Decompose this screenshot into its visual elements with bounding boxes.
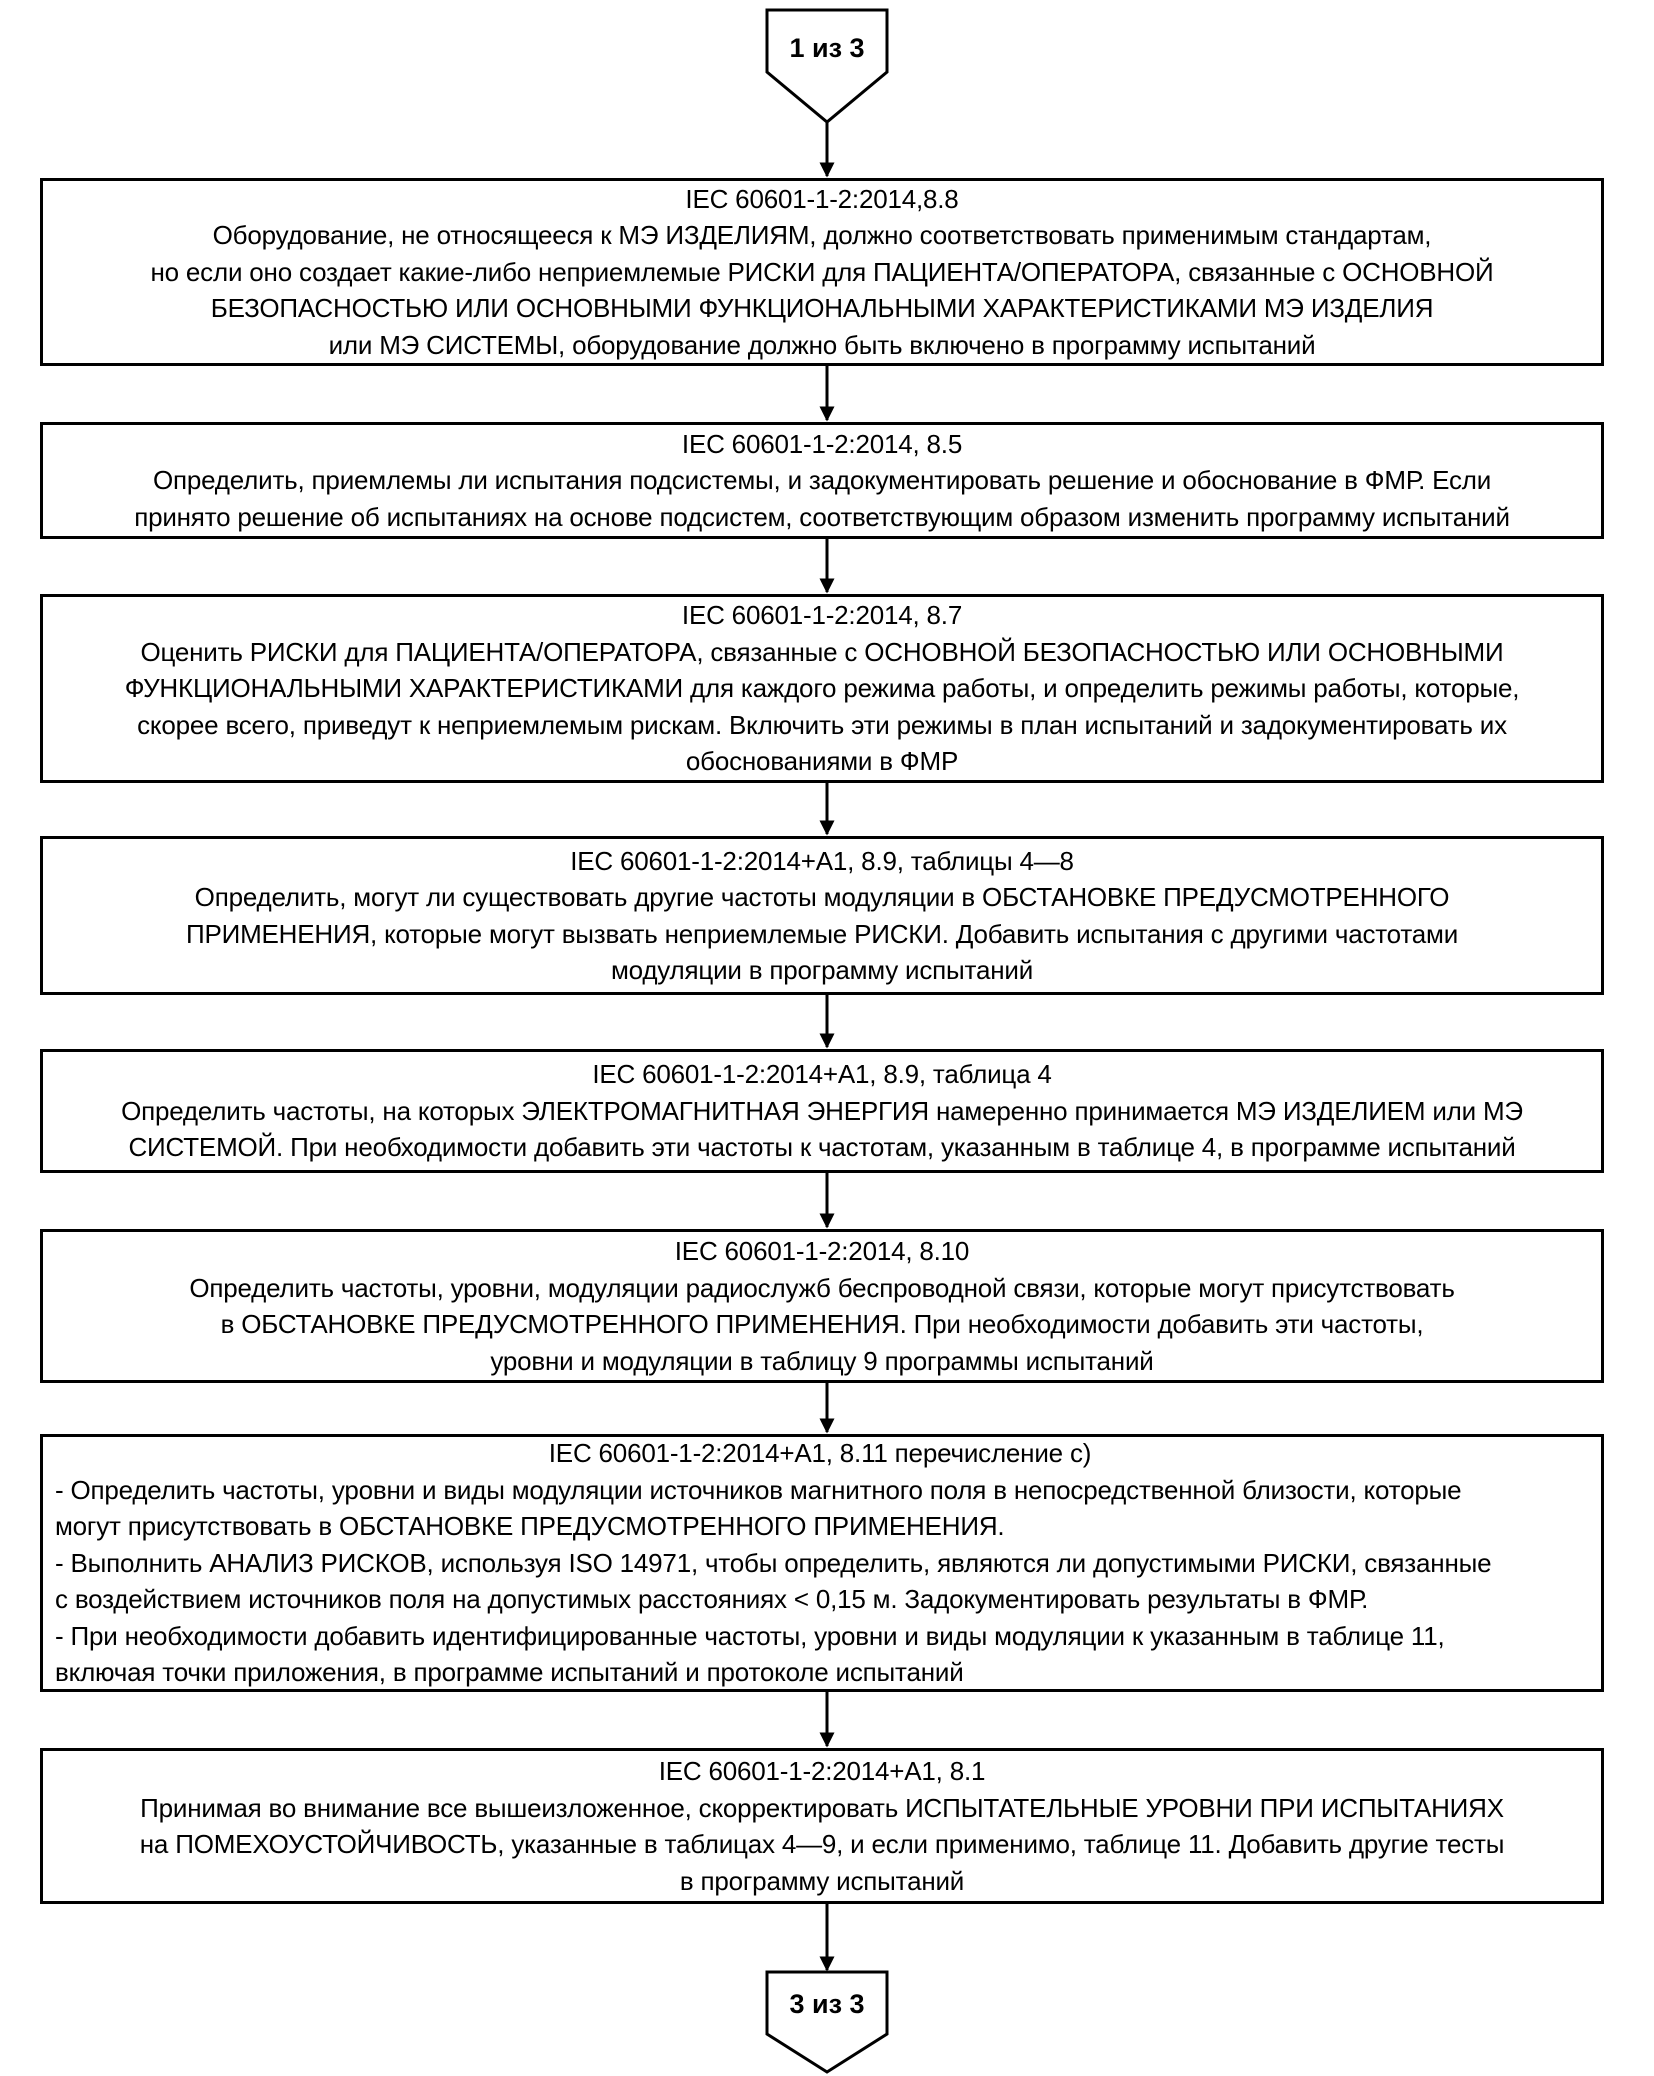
- top-connector-label: 1 из 3: [789, 33, 865, 63]
- step-7-box: [40, 1434, 1604, 1692]
- step-1-reference: IEC 60601-1-2:2014,8.8: [685, 183, 959, 214]
- step-5-line-2: СИСТЕМОЙ. При необходимости добавить эти частоты к частотам, указанным в таблице 4, в программе испытаний: [128, 1132, 1516, 1163]
- step-3-line-1: Оценить РИСКИ для ПАЦИЕНТА/ОПЕРАТОРА, связанные с ОСНОВНОЙ БЕЗОПАСНОСТЬЮ ИЛИ ОСНОВНЫМИ: [140, 636, 1504, 667]
- step-2-line-1: Определить, приемлемы ли испытания подсистемы, и задокументировать решение и обоснование в ФМР. Если: [152, 465, 1492, 496]
- step-6-line-1: Определить частоты, уровни, модуляции радиослужб беспроводной связи, которые могут присутствовать: [189, 1272, 1455, 1303]
- step-1-line-2: но если оно создает какие-либо неприемлемые РИСКИ для ПАЦИЕНТА/ОПЕРАТОРА, связанные с ОСНОВНОЙ: [150, 256, 1494, 287]
- step-3-box: [40, 594, 1604, 783]
- step-8-line-1: Принимая во внимание все вышеизложенное, скорректировать ИСПЫТАТЕЛЬНЫЕ УРОВНИ ПРИ ИСПЫТАНИЯХ: [140, 1792, 1504, 1823]
- step-1-line-3: БЕЗОПАСНОСТЬЮ ИЛИ ОСНОВНЫМИ ФУНКЦИОНАЛЬНЫМИ ХАРАКТЕРИСТИКАМИ МЭ ИЗДЕЛИЯ: [210, 293, 1434, 324]
- step-8-line-2: на ПОМЕХОУСТОЙЧИВОСТЬ, указанные в таблицах 4—9, и если применимо, таблице 11. Добавить другие тесты: [139, 1829, 1505, 1859]
- step-8-line-3: в программу испытаний: [679, 1865, 965, 1896]
- step-7-line-1: - Определить частоты, уровни и виды модуляции источников магнитного поля в непосредственной близости, которые: [55, 1474, 1462, 1505]
- step-1-box: [40, 178, 1604, 366]
- step-7-line-2: могут присутствовать в ОБСТАНОВКЕ ПРЕДУСМОТРЕННОГО ПРИМЕНЕНИЯ.: [55, 1511, 1005, 1542]
- step-6-reference: IEC 60601-1-2:2014, 8.10: [674, 1236, 970, 1266]
- step-4-reference: IEC 60601-1-2:2014+А1, 8.9, таблицы 4—8: [570, 845, 1074, 876]
- step-7-line-6: включая точки приложения, в программе испытаний и протоколе испытаний: [55, 1657, 964, 1688]
- step-7-reference: IEC 60601-1-2:2014+А1, 8.11 перечисление с): [548, 1438, 1092, 1469]
- step-2-reference: IEC 60601-1-2:2014, 8.5: [681, 428, 963, 459]
- step-4-line-2: ПРИМЕНЕНИЯ, которые могут вызвать неприемлемые РИСКИ. Добавить испытания с другими частотами: [185, 918, 1459, 949]
- step-8-box: [40, 1748, 1604, 1904]
- step-7-line-3: - Выполнить АНАЛИЗ РИСКОВ, используя ISO 14971, чтобы определить, являются ли допустимыми РИСКИ, связанные: [55, 1547, 1492, 1578]
- step-7-line-5: - При необходимости добавить идентифицированные частоты, уровни и виды модуляции к указанным в таблице 11,: [55, 1620, 1445, 1651]
- step-2-line-2: принято решение об испытаниях на основе подсистем, соответствующим образом изменить программу испытаний: [134, 501, 1510, 532]
- step-5-reference: IEC 60601-1-2:2014+А1, 8.9, таблица 4: [592, 1059, 1052, 1090]
- step-2-box: [40, 422, 1604, 539]
- step-4-box: [40, 836, 1604, 995]
- step-7-line-4: с воздействием источников поля на допустимых расстояниях < 0,15 м. Задокументировать результаты в ФМР.: [55, 1584, 1369, 1615]
- step-6-line-2: в ОБСТАНОВКЕ ПРЕДУСМОТРЕННОГО ПРИМЕНЕНИЯ. При необходимости добавить эти частоты,: [220, 1309, 1424, 1339]
- bottom-connector-label: 3 из 3: [789, 1989, 865, 2019]
- step-1-line-1: Оборудование, не относящееся к МЭ ИЗДЕЛИЯМ, должно соответствовать применимым стандартам,: [212, 220, 1432, 251]
- step-3-line-4: обоснованиями в ФМР: [685, 746, 959, 777]
- step-8-reference: IEC 60601-1-2:2014+А1, 8.1: [658, 1756, 986, 1786]
- step-3-reference: IEC 60601-1-2:2014, 8.7: [681, 600, 963, 631]
- step-3-line-3: скорее всего, приведут к неприемлемым рискам. Включить эти режимы в план испытаний и задокументировать их: [137, 709, 1507, 740]
- step-1-line-4: или МЭ СИСТЕМЫ, оборудование должно быть включено в программу испытаний: [328, 329, 1316, 360]
- step-6-box: [40, 1229, 1604, 1383]
- step-4-line-1: Определить, могут ли существовать другие частоты модуляции в ОБСТАНОВКЕ ПРЕДУСМОТРЕННОГО: [194, 882, 1450, 912]
- step-5-box: [40, 1049, 1604, 1173]
- step-6-line-3: уровни и модуляции в таблицу 9 программы испытаний: [490, 1345, 1154, 1376]
- step-4-line-3: модуляции в программу испытаний: [610, 955, 1034, 985]
- step-5-line-1: Определить частоты, на которых ЭЛЕКТРОМАГНИТНАЯ ЭНЕРГИЯ намеренно принимается МЭ ИЗДЕЛИЕМ или МЭ: [121, 1095, 1523, 1126]
- step-3-line-2: ФУНКЦИОНАЛЬНЫМИ ХАРАКТЕРИСТИКАМИ для каждого режима работы, и определить режимы работы, которые,: [124, 673, 1520, 704]
